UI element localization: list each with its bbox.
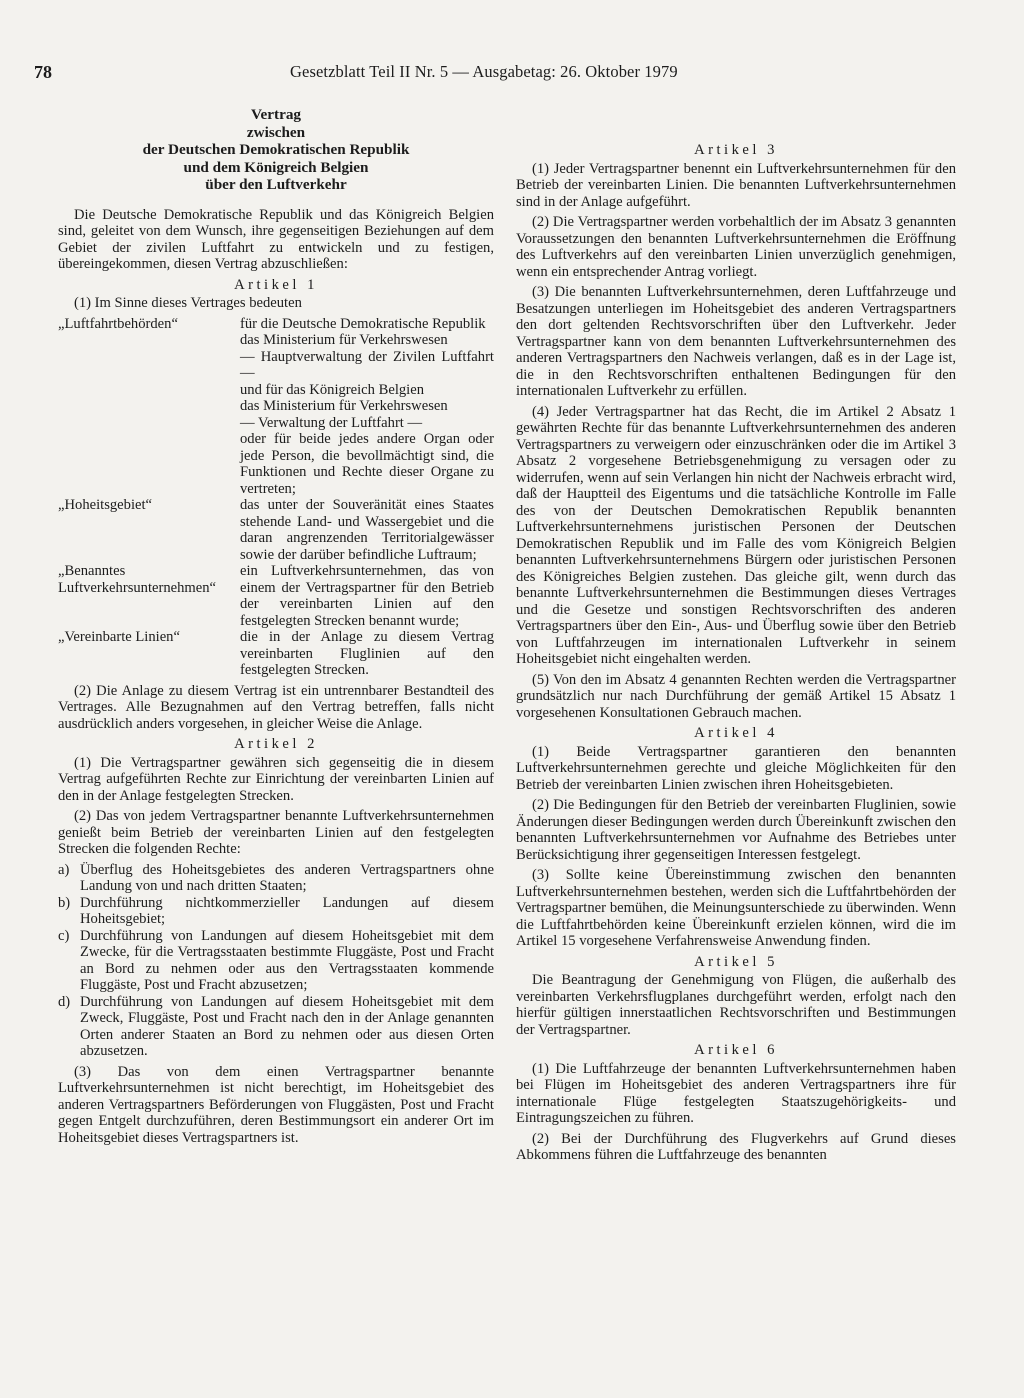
definition-line: — Verwaltung der Luftfahrt — xyxy=(240,414,423,431)
list-item-text: Überflug des Hoheitsgebietes des anderen Vertragspartners ohne Landung von und nach dritten Staaten; xyxy=(80,861,494,895)
list-item xyxy=(58,895,494,928)
list-item-label: d) xyxy=(58,993,71,1010)
title-line: über den Luftverkehr xyxy=(205,176,347,194)
definition-line: — Hauptverwaltung der Zivilen Luftfahrt — xyxy=(240,348,494,382)
treaty-title xyxy=(58,106,494,194)
article-3-paragraph-3: (3) Die benannten Luftverkehrsunternehmen, deren Luftfahrzeuge und Besatzungen unterliegen im Hoheitsgebiet des anderen Vertragspartners den dort geltenden Rechtsvorschriften über den Luftverkehr. Jeder Vertragspartner kann von dem benannten Luftverkehrsunternehmen des anderen Vertragspartners den Nachweis verlangen, daß es in der Lage ist, die in den Rechtsvorschriften enthaltenen Bedingungen für den internationalen Luftverkehr zu erfüllen. xyxy=(516,284,956,399)
article-4-paragraph-2: (2) Die Bedingungen für den Betrieb der vereinbarten Fluglinien, sowie Änderungen dieser Bedingungen werden durch Übereinkunft zwischen den benannten Luftverkehrsunternehmen vor Aufnahme des Betriebes unter Berücksichtigung ihrer gegenseitigen Interessen festgelegt. xyxy=(516,797,956,863)
definition-text xyxy=(240,497,494,563)
article-6-paragraph-2: (2) Bei der Durchführung des Flugverkehrs auf Grund dieses Abkommens führen die Luftfahrzeuge des benannten xyxy=(516,1130,956,1163)
definition-item xyxy=(58,629,494,679)
article-4-paragraph-3: (3) Sollte keine Übereinstimmung zwischen den benannten Luftverkehrsunternehmen bestehen, werden sich die Luftfahrtbehörden der Vertragspartner bemühen, die Meinungsunterschiede zu überwinden. Wenn die Luftfahrtbehörden keine Übereinkunft erzielen können, wird die im Artikel 15 vorgesehene Verfahrensweise Anwendung finden. xyxy=(516,867,956,949)
list-item-label: b) xyxy=(58,894,71,911)
article-6-paragraph-1: (1) Die Luftfahrzeuge der benannten Luftverkehrsunternehmen haben bei Flügen im Hoheitsgebiet des anderen Vertragspartners ihre für internationale Flüge festgelegten Staatszugehörigkeits- und Eintragungszeichen zu führen. xyxy=(516,1060,956,1126)
title-line: der Deutschen Demokratischen Republik xyxy=(142,141,410,159)
article-3-heading: Artikel 3 xyxy=(694,142,778,158)
definition-term: „Benanntes Luftverkehrsunternehmen“ xyxy=(58,563,217,596)
title-line: Vertrag xyxy=(250,106,302,123)
article-4-paragraph-1: (1) Beide Vertragspartner garantieren den benannten Luftverkehrsunternehmen gerechte und gleiche Möglichkeiten für den Betrieb der vereinbarten Linien zwischen ihren Hoheitsgebieten. xyxy=(516,743,956,793)
definition-line: und für das Königreich Belgien xyxy=(240,381,424,398)
definition-line: das Ministerium für Verkehrswesen xyxy=(240,398,448,415)
article-4-heading: Artikel 4 xyxy=(694,725,778,741)
list-item-text: Durchführung von Landungen auf diesem Hoheitsgebiet mit dem Zweck, Fluggäste, Post und Fracht nach den in der Anlage genannten Orten anderer Staaten an Bord zu nehmen oder aus diesen Orten abzusetzen. xyxy=(80,993,494,1060)
left-column xyxy=(58,106,494,1150)
article-1-paragraph-1: (1) Im Sinne dieses Vertrages bedeuten xyxy=(74,295,302,312)
definition-line: oder für beide jedes andere Organ oder jede Person, die bevollmächtigt sind, die Funktionen und Rechte dieser Organe zu vertreten; xyxy=(240,431,494,497)
definition-item xyxy=(58,497,494,563)
definition-line: das unter der Souveränität eines Staates stehende Land- und Wassergebiet und die daran angrenzenden Territorialgewässer sowie der darüber befindliche Luftraum; xyxy=(240,497,494,563)
list-item-label: a) xyxy=(58,861,70,878)
definition-item xyxy=(58,563,494,629)
definition-line: das Ministerium für Verkehrswesen xyxy=(240,332,448,349)
list-item xyxy=(58,928,494,994)
article-3-paragraph-5: (5) Von den im Absatz 4 genannten Rechten werden die Vertragspartner grundsätzlich nur nach Durchführung der gemäß Artikel 15 Absatz 1 vorgesehenen Konsultationen Gebrauch machen. xyxy=(516,671,956,721)
definition-line: für die Deutsche Demokratische Republik xyxy=(240,315,486,332)
article-3-paragraph-4: (4) Jeder Vertragspartner hat das Recht, die im Artikel 2 Absatz 1 gewährten Rechte für das benannte Luftverkehrsunternehmen des anderen Vertragspartners zu verweigern oder einzuschränken oder die im Artikel 3 Absatz 2 vorgesehene Betriebsgenehmigung zu versagen oder zu widerrufen, wenn auf sein Verlangen hin nicht der Nachweis erbracht wird, daß der Hauptteil des Eigentums und die tatsächliche Kontrolle im Falle des von der Deutschen Demokratischen Republik benannten Luftverkehrsunternehmens juristischen Personen der Deutschen Demokratischen Republik und im Falle des vom Königreich Belgien benannten Luftverkehrsunternehmens Bürgern oder juristischen Personen des Königreiches Belgien zustehen. Das gleiche gilt, wenn durch das benannte Luftverkehrsunternehmen die Bestimmungen dieses Vertrages und die Gesetze und sonstigen Rechtsvorschriften des anderen Vertragspartners über den Ein-, Aus- und Überflug sowie über den Betrieb von Luftfahrzeugen im internationalen Luftverkehr in seinem Hoheitsgebiet nicht eingehalten werden. xyxy=(516,403,956,667)
page-number: 78 xyxy=(34,62,52,82)
article-2-paragraph-2: (2) Das von jedem Vertragspartner benannte Luftverkehrsunternehmen genießt beim Betrieb der vereinbarten Linien auf den festgelegten Strecken die folgenden Rechte: xyxy=(58,808,494,858)
list-item-text: Durchführung nichtkommerzieller Landungen auf diesem Hoheitsgebiet; xyxy=(80,894,494,928)
article-2-heading: Artikel 2 xyxy=(234,736,318,753)
list-item-text: Durchführung von Landungen auf diesem Hoheitsgebiet mit dem Zwecke, für die Vertragsstaaten bestimmte Fluggäste, Post und Fracht an Bord zu nehmen oder aus den Vertragsstaaten kommende Fluggäste, Post und Fracht abzusetzen; xyxy=(80,927,494,994)
article-1-paragraph-2: (2) Die Anlage zu diesem Vertrag ist ein untrennbarer Bestandteil des Vertrages. Alle Bezugnahmen auf den Vertrag betreffen, falls nicht ausdrücklich anders vorgesehen, in gleicher Weise die Anlage. xyxy=(58,682,494,732)
preamble: Die Deutsche Demokratische Republik und das Königreich Belgien sind, geleitet von dem Wunsch, ihre gegenseitigen Beziehungen auf dem Gebiet der zivilen Luftfahrt zu entwickeln und zu festigen, übereingekommen, diesen Vertrag abzuschließen: xyxy=(58,206,494,273)
definitions-list xyxy=(58,316,494,679)
definition-term: „Luftfahrtbehörden“ xyxy=(58,315,178,332)
definition-line: die in der Anlage zu diesem Vertrag vereinbarten Fluglinien auf den festgelegten Strecken. xyxy=(240,629,494,679)
article-5-heading: Artikel 5 xyxy=(694,953,778,970)
page-header xyxy=(34,64,954,86)
right-column xyxy=(516,106,956,1168)
definition-text xyxy=(240,316,494,498)
article-2-paragraph-1: (1) Die Vertragspartner gewähren sich gegenseitig die in diesem Vertrag aufgeführten Rechte zur Einrichtung der vereinbarten Linien auf den in der Anlage festgelegten Strecken. xyxy=(58,754,494,804)
title-line: und dem Königreich Belgien xyxy=(183,158,369,176)
definition-text xyxy=(240,629,494,679)
definition-term: „Hoheitsgebiet“ xyxy=(58,497,153,514)
article-6-heading: Artikel 6 xyxy=(694,1042,778,1058)
list-item-label: c) xyxy=(58,927,70,944)
title-line: zwischen xyxy=(246,123,306,141)
list-item xyxy=(58,862,494,895)
article-3-paragraph-1: (1) Jeder Vertragspartner benennt ein Luftverkehrsunternehmen für den Betrieb der vereinbarten Linien. Die benannten Luftverkehrsunternehmen sind in der Anlage aufgeführt. xyxy=(516,160,956,210)
list-item xyxy=(58,994,494,1060)
definition-item xyxy=(58,316,494,498)
article-3-paragraph-2: (2) Die Vertragspartner werden vorbehaltlich der im Absatz 3 genannten Voraussetzungen den benannten Luftverkehrsunternehmen die Eröffnung des Luftverkehrs auf den vereinbarten Linien unverzüglich genehmigen, wenn ein entsprechender Antrag vorliegt. xyxy=(516,214,956,280)
definition-line: ein Luftverkehrsunternehmen, das von einem der Vertragspartner für den Betrieb der vereinbarten Linien auf den festgelegten Strecken benannt wurde; xyxy=(240,563,494,629)
article-2-paragraph-3: (3) Das von dem einen Vertragspartner benannte Luftverkehrsunternehmen ist nicht berechtigt, im Hoheitsgebiet des anderen Vertragspartners Beförderungen von Fluggästen, Post und Fracht gegen Entgelt durchzuführen, deren Bestimmungsort ein anderer Ort im Hoheitsgebiet dieses Vertragspartners ist. xyxy=(58,1063,494,1146)
definition-text xyxy=(240,563,494,629)
article-1-heading: Artikel 1 xyxy=(234,276,318,293)
gazette-header-title: Gesetzblatt Teil II Nr. 5 — Ausgabetag: 26. Oktober 1979 xyxy=(290,62,678,81)
definition-term: „Vereinbarte Linien“ xyxy=(58,629,180,646)
article-5-paragraph-1: Die Beantragung der Genehmigung von Flügen, die außerhalb des vereinbarten Verkehrsflugplanes durchgeführt werden, erfolgt nach den hierfür gültigen innerstaatlichen Rechtsvorschriften und Bestimmungen der Vertragspartner. xyxy=(516,972,956,1038)
